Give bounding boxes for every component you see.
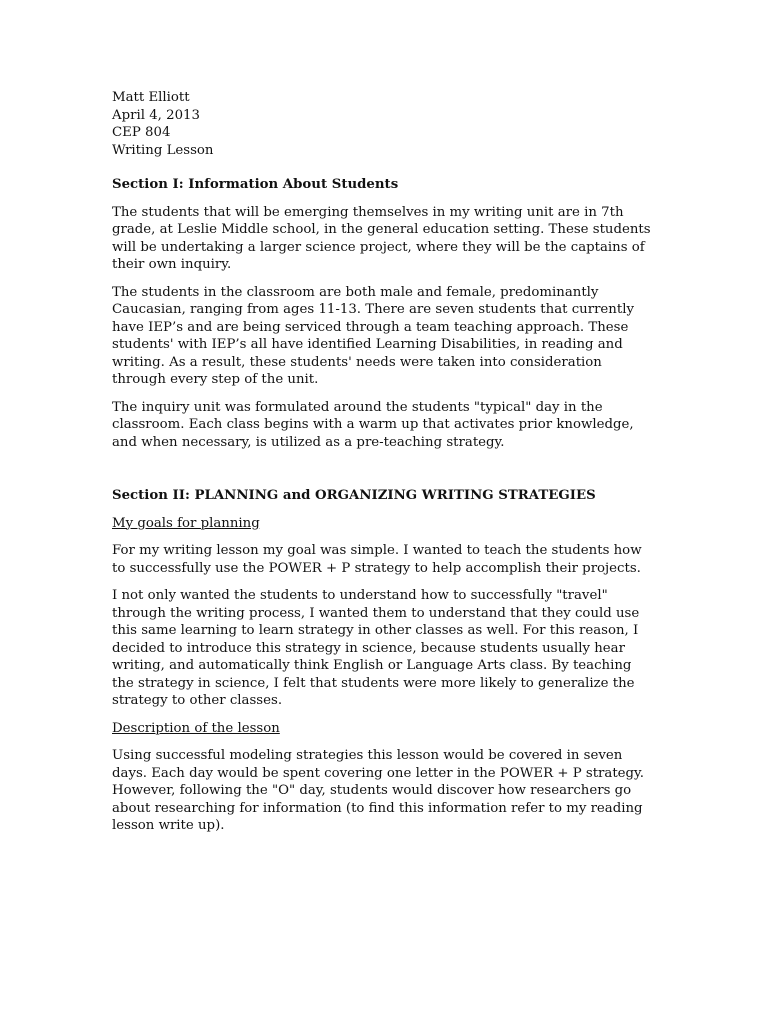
course-code: CEP 804	[112, 125, 171, 140]
section-1-paragraph: The inquiry unit was formulated around the students "typical" day in the classroom. Each class begins with a warm up that activates prior knowledge, and when necessary, is utilized as a pre-teaching strategy.	[112, 399, 634, 450]
assignment-title: Writing Lesson	[112, 142, 214, 158]
description-subheading: Description of the lesson	[112, 720, 280, 736]
section-1-paragraph: The students that will be emerging themselves in my writing unit are in 7th grade, at Leslie Middle school, in the general education setting. These students will be undertaking a larger science project, where they will be the captains of their own inquiry.	[112, 204, 651, 272]
document-body	[112, 89, 652, 835]
section-1-paragraph: The students in the classroom are both male and female, predominantly Caucasian, ranging from ages 11-13. There are seven students that currently have IEP’s and are being serviced through a team teaching approach. These students' with IEP’s all have identified Learning Disabilities, in reading and writing. As a result, these students' needs were taken into consideration through every step of the unit.	[112, 284, 634, 387]
goals-paragraph: I not only wanted the students to understand how to successfully "travel" through the writing process, I wanted them to understand that they could use this same learning to learn strategy in other classes as well. For this reason, I decided to introduce this strategy in science, because students usually hear writing, and automatically think English or Language Arts class. By teaching the strategy in science, I felt that students were more likely to generalize the strategy to other classes.	[112, 588, 640, 708]
section-2-heading: Section II: PLANNING and ORGANIZING WRITING STRATEGIES	[112, 488, 596, 503]
document-date: April 4, 2013	[112, 107, 200, 123]
document-header	[112, 89, 652, 159]
description-paragraph: Using successful modeling strategies this lesson would be covered in seven days. Each day would be spent covering one letter in the POWER + P strategy. However, following the "O" day, students would discover how researchers go about researching for information (to find this information refer to my reading lesson write up).	[112, 748, 645, 833]
author-name: Matt Elliott	[112, 90, 190, 105]
goals-subheading: My goals for planning	[112, 515, 260, 531]
section-1-heading: Section I: Information About Students	[112, 177, 399, 192]
goals-paragraph: For my writing lesson my goal was simple. I wanted to teach the students how to successfully use the POWER + P strategy to help accomplish their projects.	[112, 543, 642, 576]
